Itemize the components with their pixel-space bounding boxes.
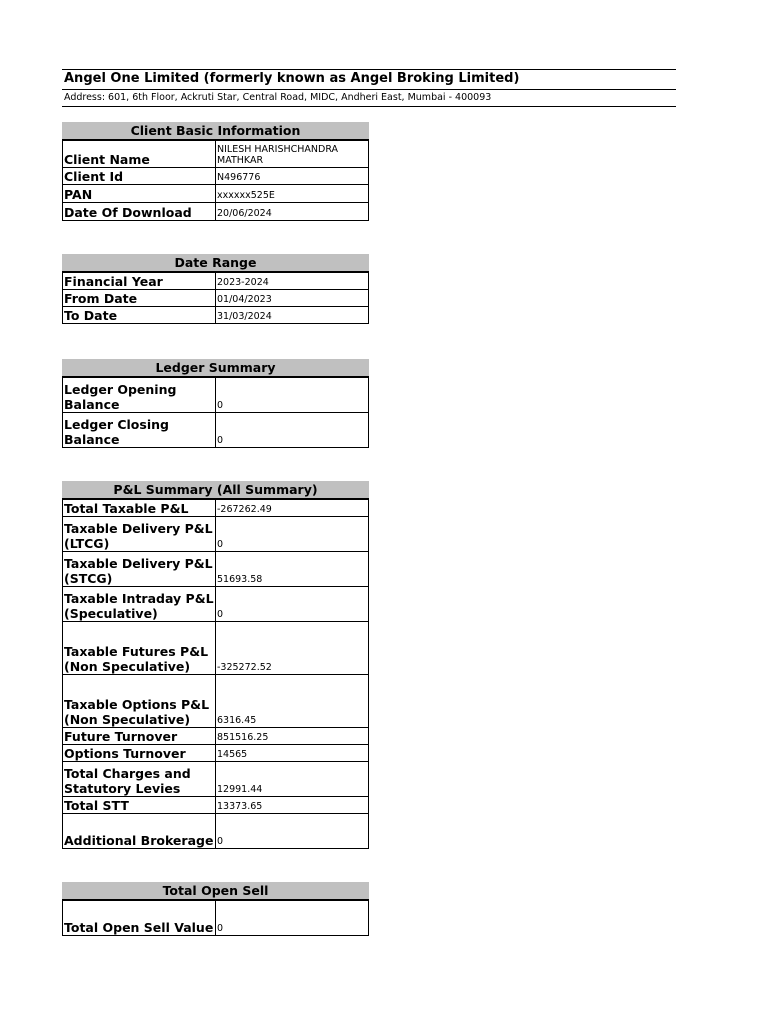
- table-row: [63, 587, 369, 622]
- row-label: Date Of Download: [63, 203, 216, 221]
- row-label: Total Taxable P&L: [63, 500, 216, 517]
- row-label: Taxable Options P&L (Non Speculative): [63, 675, 216, 728]
- section-title: Date Range: [62, 254, 369, 272]
- row-label: Future Turnover: [63, 728, 216, 745]
- row-value: -267262.49: [216, 500, 369, 517]
- row-value: 13373.65: [216, 797, 369, 814]
- table-row: [63, 203, 369, 221]
- row-value: 01/04/2023: [216, 290, 369, 307]
- open-sell-section: [62, 882, 369, 936]
- row-label: Taxable Delivery P&L (STCG): [63, 552, 216, 587]
- table-row: [63, 307, 369, 324]
- table-row: [63, 622, 369, 675]
- open-sell-table: [62, 900, 369, 936]
- row-label: From Date: [63, 290, 216, 307]
- company-address: Address: 601, 6th Floor, Ackruti Star, Central Road, MIDC, Andheri East, Mumbai - 400093: [62, 90, 676, 107]
- row-label: Taxable Delivery P&L (LTCG): [63, 517, 216, 552]
- table-row: [63, 797, 369, 814]
- row-value: 851516.25: [216, 728, 369, 745]
- table-row: [63, 762, 369, 797]
- table-row: [63, 413, 369, 448]
- table-row: [63, 901, 369, 936]
- row-label: Options Turnover: [63, 745, 216, 762]
- table-row: [63, 814, 369, 849]
- date-range-section: [62, 254, 369, 324]
- row-label: Additional Brokerage: [63, 814, 216, 849]
- row-value: 12991.44: [216, 762, 369, 797]
- table-row: [63, 378, 369, 413]
- table-row: [63, 500, 369, 517]
- row-label: To Date: [63, 307, 216, 324]
- company-header: [62, 69, 676, 107]
- table-row: [63, 517, 369, 552]
- table-row: [63, 168, 369, 185]
- pl-summary-section: [62, 481, 369, 849]
- row-label: PAN: [63, 185, 216, 203]
- table-row: [63, 552, 369, 587]
- row-value: 14565: [216, 745, 369, 762]
- table-row: [63, 141, 369, 168]
- section-title: Ledger Summary: [62, 359, 369, 377]
- row-value: 20/06/2024: [216, 203, 369, 221]
- row-value: 0: [216, 587, 369, 622]
- table-row: [63, 290, 369, 307]
- row-value: 0: [216, 901, 369, 936]
- row-value: 2023-2024: [216, 273, 369, 290]
- row-value: 0: [216, 814, 369, 849]
- row-value: NILESH HARISHCHANDRA MATHKAR: [216, 141, 369, 168]
- pl-summary-table: [62, 499, 369, 849]
- row-label: Ledger Opening Balance: [63, 378, 216, 413]
- date-range-table: [62, 272, 369, 324]
- section-title: Client Basic Information: [62, 122, 369, 140]
- row-value: 0: [216, 413, 369, 448]
- table-row: [63, 273, 369, 290]
- table-row: [63, 745, 369, 762]
- table-row: [63, 675, 369, 728]
- section-title: P&L Summary (All Summary): [62, 481, 369, 499]
- row-label: Ledger Closing Balance: [63, 413, 216, 448]
- row-value: -325272.52: [216, 622, 369, 675]
- row-label: Taxable Futures P&L (Non Speculative): [63, 622, 216, 675]
- row-value: 0: [216, 378, 369, 413]
- company-name: Angel One Limited (formerly known as Angel Broking Limited): [62, 69, 676, 90]
- row-label: Financial Year: [63, 273, 216, 290]
- row-label: Total Open Sell Value: [63, 901, 216, 936]
- row-label: Taxable Intraday P&L (Speculative): [63, 587, 216, 622]
- row-label: Total Charges and Statutory Levies: [63, 762, 216, 797]
- row-label: Client Name: [63, 141, 216, 168]
- row-value: 0: [216, 517, 369, 552]
- client-info-section: [62, 122, 369, 221]
- table-row: [63, 185, 369, 203]
- section-title: Total Open Sell: [62, 882, 369, 900]
- row-value: xxxxxx525E: [216, 185, 369, 203]
- row-label: Total STT: [63, 797, 216, 814]
- row-value: 51693.58: [216, 552, 369, 587]
- row-value: N496776: [216, 168, 369, 185]
- row-value: 6316.45: [216, 675, 369, 728]
- table-row: [63, 728, 369, 745]
- row-value: 31/03/2024: [216, 307, 369, 324]
- row-label: Client Id: [63, 168, 216, 185]
- ledger-summary-table: [62, 377, 369, 448]
- client-info-table: [62, 140, 369, 221]
- ledger-summary-section: [62, 359, 369, 448]
